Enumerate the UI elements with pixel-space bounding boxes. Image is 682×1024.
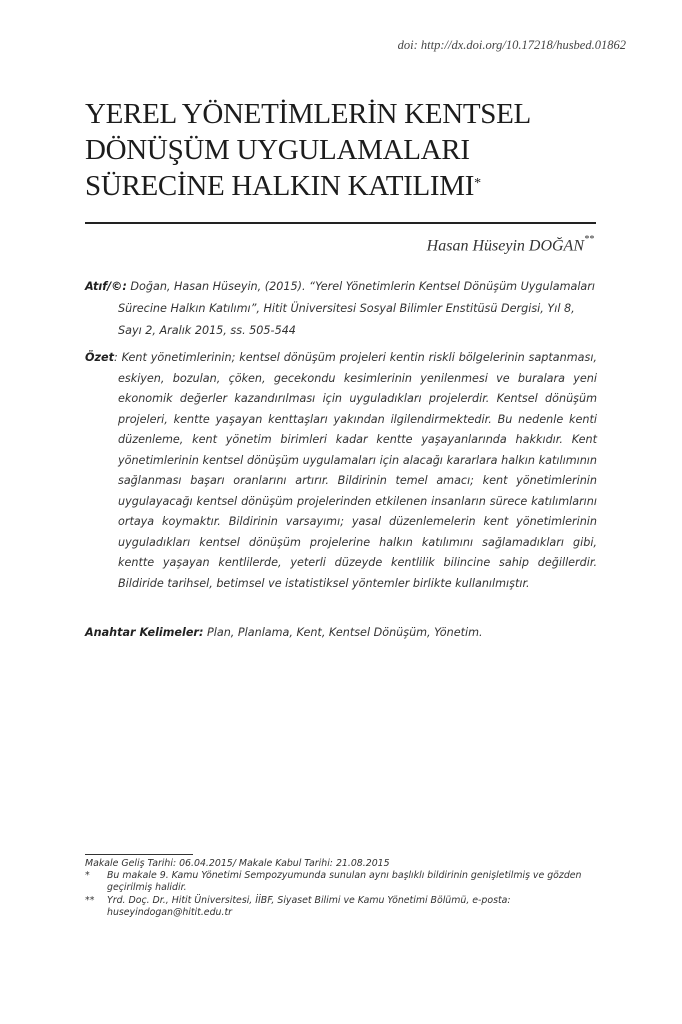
- abstract-block: [85, 348, 597, 594]
- keywords-block: [85, 623, 597, 643]
- keywords-text: Plan, Planlama, Kent, Kentsel Dönüşüm, Yönetim.: [203, 626, 483, 639]
- title-line-1: YEREL YÖNETİMLERİN KENTSEL: [85, 98, 531, 130]
- footnote-text: Bu makale 9. Kamu Yönetimi Sempozyumunda sunulan aynı başlıklı bildirinin genişletilmiş ve gözden geçirilmiş halidir.: [107, 870, 582, 894]
- citation-block: [85, 276, 597, 342]
- article-title: [85, 96, 605, 204]
- author-name: Hasan Hüseyin DOĞAN: [426, 237, 584, 255]
- footnote-item: [85, 870, 597, 894]
- keywords-label: Anahtar Kelimeler:: [85, 626, 204, 639]
- footnote-mark: **: [85, 894, 95, 906]
- title-footnote-marker[interactable]: *: [474, 176, 481, 191]
- abstract-label: Özet: [85, 351, 114, 364]
- footnote-item: [85, 895, 597, 919]
- submission-dates: Makale Geliş Tarihi: 06.04.2015/ Makale Kabul Tarihi: 21.08.2015: [85, 858, 390, 869]
- title-line-3: SÜRECİNE HALKIN KATILIMI: [85, 170, 475, 202]
- title-divider: [85, 222, 596, 224]
- citation-label: Atıf/©:: [85, 280, 127, 293]
- title-line-2: DÖNÜŞÜM UYGULAMALARI: [85, 134, 470, 166]
- doi-link[interactable]: doi: http://dx.doi.org/10.17218/husbed.01862: [397, 38, 626, 52]
- citation-text: Doğan, Hasan Hüseyin, (2015). “Yerel Yönetimlerin Kentsel Dönüşüm Uygulamaları Sürecine Halkın Katılımı”, Hitit Üniversitesi Sosyal Bilimler Enstitüsü Dergisi, Yıl 8, Sayı 2, Aralık 2015, ss. 505-544: [118, 280, 596, 337]
- footnote-divider: [85, 854, 193, 855]
- footnotes: [85, 858, 597, 919]
- abstract-text: : Kent yönetimlerinin; kentsel dönüşüm projeleri kentin riskli bölgelerinin saptanması, eskiyen, bozulan, çöken, gecekondu kesimlerinin yenilenmesi ve buralara yeni ekonomik değerler kazandırılması için uyguladıkları projelerdir. Kentsel dönüşüm projeleri, kentte yaşayan kenttaşları yakından ilgilendirmektedir. Bu nedenle kenti düzenleme, kent yönetim birimleri kadar kentte yaşayanlarında hakkıdır. Kent yönetimlerinin kentsel dönüşüm uygulamaları için alacağı kararlara halkın katılımının sağlanması başarı oranlarını artırır. Bildirinin temel amacı; kent yönetimlerinin uygulayacağı kentsel dönüşüm projelerinden etkilenen insanların sürece katılımlarını ortaya koymaktır. Bildirinin varsayımı; yasal düzenlemelerin kent yönetimlerinin uyguladıkları kentsel dönüşüm projelerine halkın katılımını sağlamadıkları gibi, kentte yaşayan kentlilerde, yeterli düzeyde kentlilik bilincine sahip değillerdir. Bildiride tarihsel, betimsel ve istatistiksel yöntemler birlikte kullanılmıştır.: [113, 351, 597, 590]
- footnote-text: Yrd. Doç. Dr., Hitit Üniversitesi, İİBF, Siyaset Bilimi ve Kamu Yönetimi Bölümü, e-posta: huseyindogan@hitit.edu.tr: [107, 894, 511, 918]
- author-line: [427, 236, 594, 255]
- author-footnote-marker[interactable]: **: [584, 234, 594, 245]
- footnote-mark: *: [85, 870, 90, 882]
